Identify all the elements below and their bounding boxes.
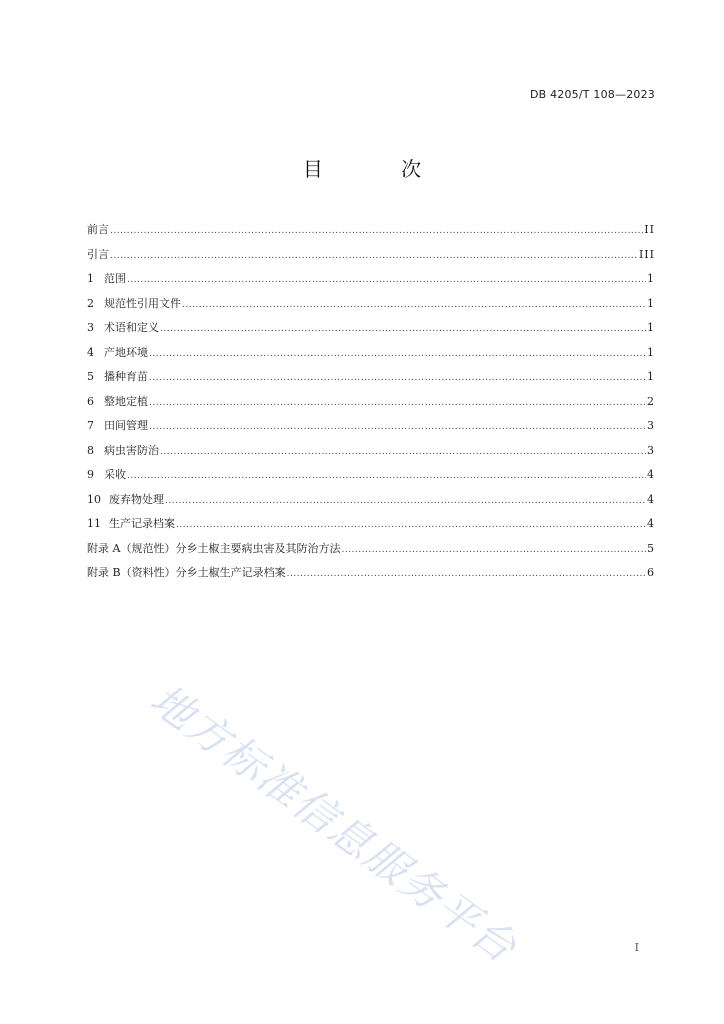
toc-page-number: II	[644, 223, 655, 236]
toc-leader	[160, 317, 646, 342]
toc-leader	[149, 391, 646, 416]
toc-appendix-tag: 附录 A（规范性）	[87, 541, 176, 555]
toc-page-number: 1	[647, 321, 655, 334]
toc-section-number: 11	[87, 517, 101, 530]
toc-section-number: 10	[87, 492, 101, 506]
toc-entry-appendix-b[interactable]	[87, 561, 655, 586]
toc-leader	[182, 293, 646, 318]
watermark: 地方标准信息服务平台	[141, 674, 527, 973]
toc-page-number: 3	[647, 443, 655, 457]
toc-entry-section-5[interactable]	[87, 365, 655, 390]
toc-entry-text: 规范性引用文件	[104, 296, 181, 310]
toc-entry-text: 病虫害防治	[104, 443, 159, 457]
toc-entry-introduction[interactable]	[87, 243, 655, 268]
toc-leader	[287, 562, 646, 587]
toc-section-number: 3	[87, 321, 94, 334]
toc-page-number: 6	[647, 566, 655, 579]
toc-leader	[127, 464, 646, 489]
toc-leader	[110, 219, 643, 244]
toc-entry-section-1[interactable]	[87, 267, 655, 292]
toc-section-number: 7	[87, 419, 94, 432]
toc-page-number: 1	[647, 296, 655, 310]
toc-section-number: 4	[87, 345, 94, 359]
toc-page-number: 3	[647, 419, 655, 432]
toc-leader	[127, 268, 646, 293]
toc-entry-text: 术语和定义	[104, 321, 159, 334]
toc-entry-section-7[interactable]	[87, 414, 655, 439]
toc-page-number: 1	[647, 345, 655, 359]
toc-leader	[165, 489, 646, 514]
toc-section-number: 8	[87, 443, 94, 457]
toc-entry-text: 分乡土椒生产记录档案	[175, 566, 286, 579]
toc-entry-section-11[interactable]	[87, 512, 655, 537]
toc-appendix-tag: 附录 B（资料性）	[87, 566, 176, 579]
toc-entry-appendix-a[interactable]	[87, 537, 655, 562]
page-title: 目 次	[302, 157, 458, 181]
toc-page-number: 1	[647, 370, 655, 383]
toc-leader	[149, 342, 646, 367]
toc-entry-foreword[interactable]	[87, 218, 655, 243]
table-of-contents	[87, 218, 655, 586]
document-code: DB 4205/T 108—2023	[529, 88, 655, 101]
toc-entry-text: 播种育苗	[104, 370, 148, 383]
toc-page-number: 1	[647, 272, 655, 285]
toc-entry-text: 田间管理	[104, 419, 148, 432]
toc-entry-text: 分乡土椒主要病虫害及其防治方法	[175, 541, 341, 555]
toc-entry-section-10[interactable]	[87, 488, 655, 513]
toc-leader	[149, 415, 646, 440]
toc-entry-section-9[interactable]	[87, 463, 655, 488]
toc-entry-section-8[interactable]	[87, 439, 655, 464]
toc-entry-text: 废弃物处理	[109, 492, 164, 506]
toc-section-number: 6	[87, 394, 94, 408]
toc-page-number: 4	[647, 517, 655, 530]
toc-entry-text: 产地环境	[104, 345, 148, 359]
toc-leader	[149, 366, 646, 391]
toc-page-number: 2	[647, 394, 655, 408]
toc-leader	[110, 244, 638, 269]
toc-entry-text: 范围	[104, 272, 126, 285]
toc-entry-section-6[interactable]	[87, 390, 655, 415]
toc-entry-text: 前言	[87, 223, 109, 236]
toc-section-number: 2	[87, 296, 94, 310]
toc-section-number: 9	[87, 468, 94, 481]
toc-leader	[160, 440, 646, 465]
toc-entry-text: 生产记录档案	[109, 517, 175, 530]
page-number: I	[634, 941, 639, 954]
toc-entry-section-2[interactable]	[87, 292, 655, 317]
toc-page-number: III	[638, 247, 655, 261]
toc-entry-text: 整地定植	[104, 394, 148, 408]
toc-leader	[176, 513, 646, 538]
toc-entry-section-3[interactable]	[87, 316, 655, 341]
toc-page-number: 4	[647, 468, 655, 481]
toc-section-number: 5	[87, 370, 94, 383]
toc-page-number: 4	[647, 492, 655, 506]
toc-entry-text: 引言	[87, 247, 109, 261]
toc-entry-text: 采收	[104, 468, 126, 481]
toc-entry-section-4[interactable]	[87, 341, 655, 366]
toc-section-number: 1	[87, 272, 94, 285]
toc-leader	[341, 538, 646, 563]
toc-page-number: 5	[647, 541, 655, 555]
